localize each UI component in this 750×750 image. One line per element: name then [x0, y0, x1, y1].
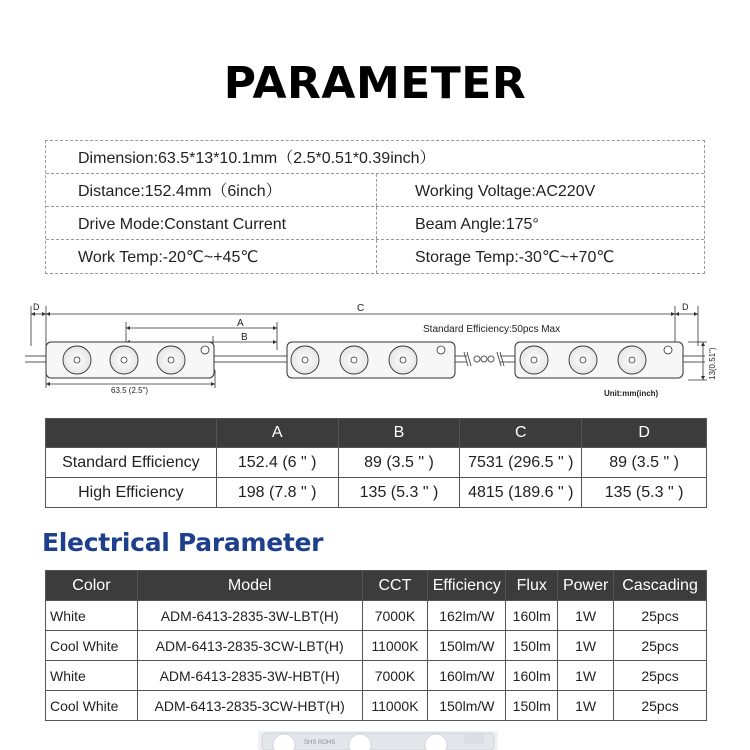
- length-label: 63.5 (2.5"): [111, 386, 149, 395]
- cell-power: 1W: [558, 601, 614, 631]
- cell-efficiency: 150lm/W: [428, 691, 506, 721]
- table-row: [46, 661, 707, 691]
- page-title: PARAMETER: [223, 58, 527, 109]
- unit-label: Unit:mm(inch): [604, 389, 659, 398]
- height-label: 13(0.51"): [708, 347, 717, 380]
- cell-cascading: 25pcs: [614, 661, 707, 691]
- cell-flux: 150lm: [506, 631, 558, 661]
- led-module-3: [515, 342, 683, 378]
- electrical-table: [45, 570, 707, 721]
- cell-cct: 11000K: [362, 691, 428, 721]
- cell-power: 1W: [558, 631, 614, 661]
- cell-power: 1W: [558, 661, 614, 691]
- table-row: [46, 478, 707, 508]
- label-d-left: D: [33, 302, 40, 312]
- cell-efficiency: 160lm/W: [428, 661, 506, 691]
- row-label: Standard Efficiency: [46, 448, 217, 478]
- header-b: B: [338, 419, 460, 448]
- cell: 135 (5.3 " ): [582, 478, 707, 508]
- param-row-dimension: [46, 141, 704, 174]
- cell: 89 (3.5 " ): [338, 448, 460, 478]
- led-module-1: [46, 342, 214, 378]
- table-row: [46, 601, 707, 631]
- cell: 152.4 (6 " ): [216, 448, 338, 478]
- cell-flux: 160lm: [506, 661, 558, 691]
- header-cct: CCT: [362, 571, 428, 601]
- param-row-temp: [46, 240, 704, 273]
- header-blank: [46, 419, 217, 448]
- working-voltage-text: Working Voltage:AC220V: [415, 183, 596, 200]
- label-c: C: [357, 303, 365, 314]
- cell-efficiency: 162lm/W: [428, 601, 506, 631]
- param-row-distance: [46, 174, 704, 207]
- header-color: Color: [46, 571, 138, 601]
- drive-mode-text: Drive Mode:Constant Current: [78, 216, 287, 233]
- beam-angle-text: Beam Angle:175°: [415, 216, 539, 233]
- cell-model: ADM-6413-2835-3W-LBT(H): [137, 601, 362, 631]
- cell-flux: 160lm: [506, 601, 558, 631]
- spacing-table: [45, 418, 707, 508]
- header-power: Power: [558, 571, 614, 601]
- cell-efficiency: 150lm/W: [428, 631, 506, 661]
- cell-cascading: 25pcs: [614, 601, 707, 631]
- label-d-right: D: [682, 302, 689, 312]
- module-dimension-diagram: [15, 298, 735, 410]
- cell-model: ADM-6413-2835-3W-HBT(H): [137, 661, 362, 691]
- header-flux: Flux: [506, 571, 558, 601]
- work-temp-text: Work Temp:-20℃~+45℃: [78, 249, 259, 266]
- cell-color: Cool White: [46, 691, 138, 721]
- electrical-table-header: [46, 571, 707, 601]
- cell-cascading: 25pcs: [614, 691, 707, 721]
- cell-color: Cool White: [46, 631, 138, 661]
- cell-color: White: [46, 661, 138, 691]
- header-a: A: [216, 419, 338, 448]
- efficiency-note: Standard Efficiency:50pcs Max: [423, 324, 561, 335]
- label-b: B: [241, 332, 248, 343]
- header-d: D: [582, 419, 707, 448]
- cell-cct: 11000K: [362, 631, 428, 661]
- cell-model: ADM-6413-2835-3CW-LBT(H): [137, 631, 362, 661]
- cell: 135 (5.3 " ): [338, 478, 460, 508]
- label-a: A: [237, 318, 244, 329]
- row-label: High Efficiency: [46, 478, 217, 508]
- led-module-2: [287, 342, 455, 378]
- cell-cct: 7000K: [362, 661, 428, 691]
- spacing-table-header: [46, 419, 707, 448]
- cell-flux: 150lm: [506, 691, 558, 721]
- param-row-drive-mode: [46, 207, 704, 240]
- table-row: [46, 448, 707, 478]
- table-row: [46, 691, 707, 721]
- header-efficiency: Efficiency: [428, 571, 506, 601]
- header-model: Model: [137, 571, 362, 601]
- module-print-text: SHS ROHS: [304, 740, 336, 746]
- cell-cascading: 25pcs: [614, 631, 707, 661]
- cell: 198 (7.8 " ): [216, 478, 338, 508]
- dimension-text: Dimension:63.5*13*10.1mm（2.5*0.51*0.39inch）: [78, 150, 436, 167]
- cell-power: 1W: [558, 691, 614, 721]
- product-photo-strip: [258, 731, 498, 750]
- cell: 7531 (296.5 " ): [460, 448, 582, 478]
- cell-color: White: [46, 601, 138, 631]
- table-row: [46, 631, 707, 661]
- cell: 4815 (189.6 " ): [460, 478, 582, 508]
- header-cascading: Cascading: [614, 571, 707, 601]
- cell-model: ADM-6413-2835-3CW-HBT(H): [137, 691, 362, 721]
- parameter-box: [45, 140, 705, 274]
- cell: 89 (3.5 " ): [582, 448, 707, 478]
- electrical-parameter-title: Electrical Parameter: [42, 528, 324, 557]
- cell-cct: 7000K: [362, 601, 428, 631]
- distance-text: Distance:152.4mm（6inch）: [78, 183, 282, 200]
- storage-temp-text: Storage Temp:-30℃~+70℃: [415, 249, 615, 266]
- header-c: C: [460, 419, 582, 448]
